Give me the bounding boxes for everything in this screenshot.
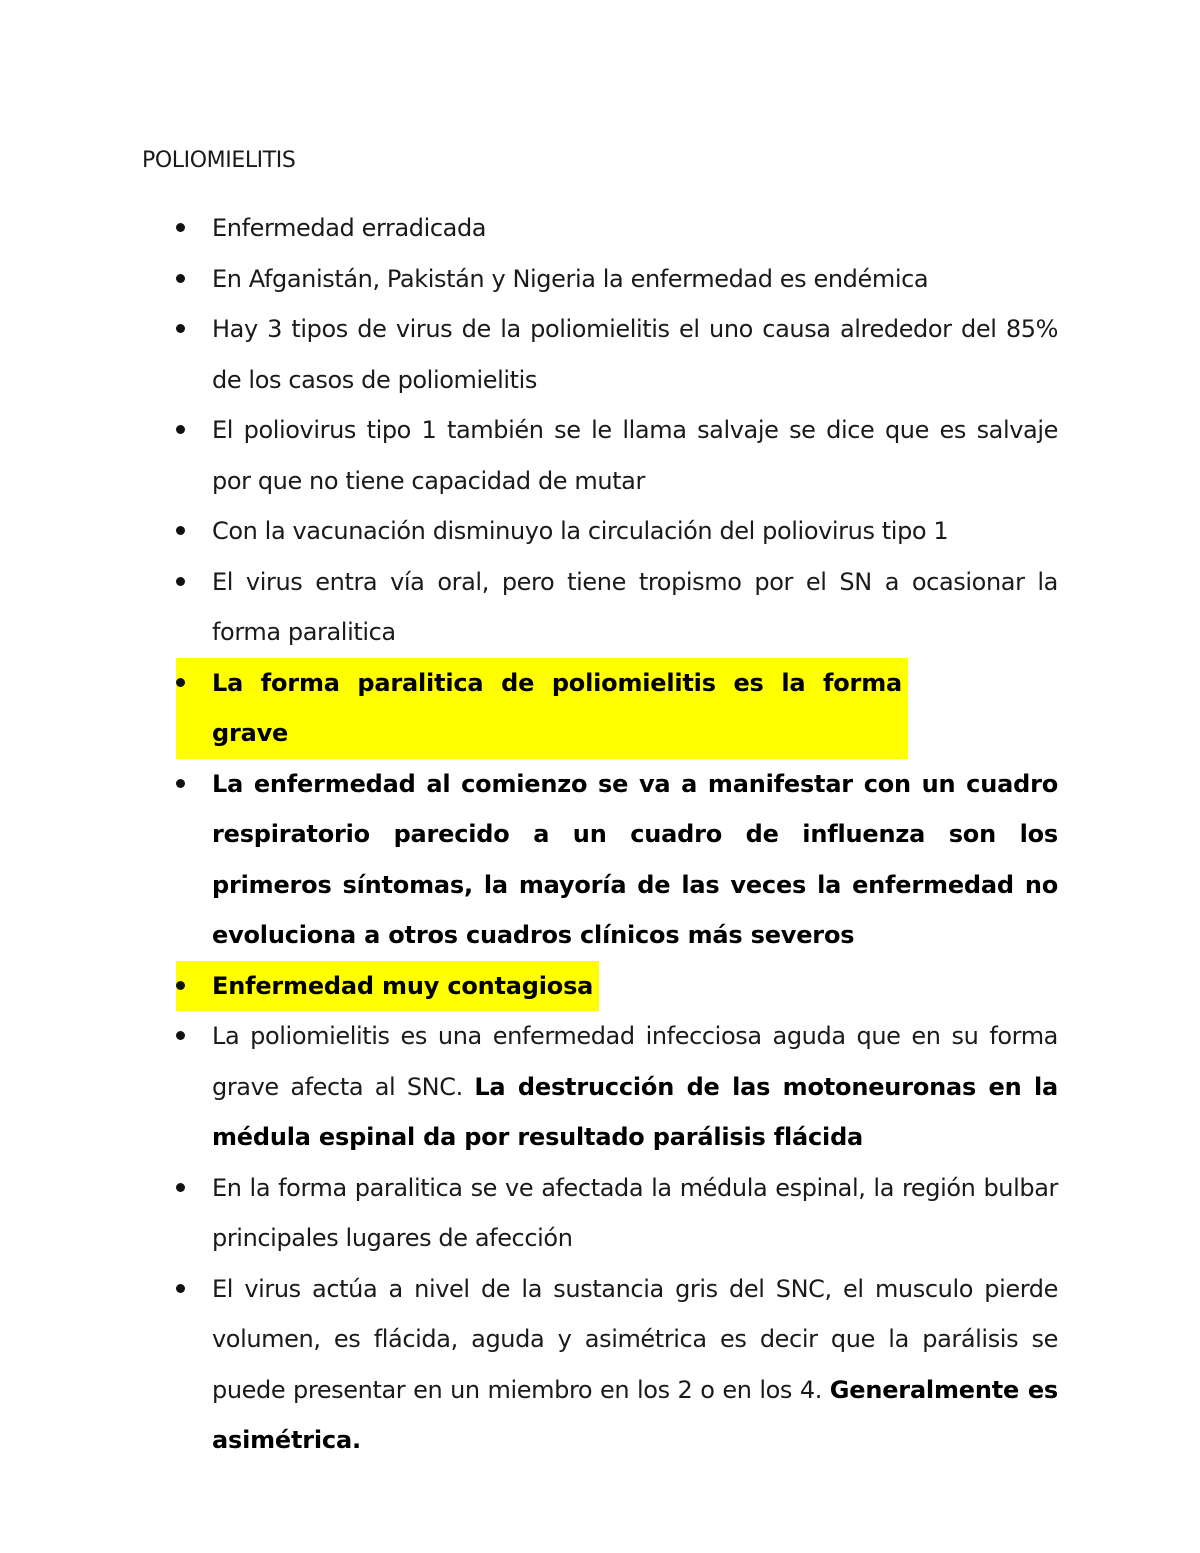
bullet-icon	[176, 223, 185, 232]
list-item-text: Enfermedad erradicada	[212, 214, 487, 242]
list-item	[176, 759, 1058, 961]
bullet-icon	[176, 981, 185, 990]
list-item	[176, 405, 1058, 506]
list-item-text: En Afganistán, Pakistán y Nigeria la enfermedad es endémica	[212, 264, 929, 293]
list-item-text: La poliomielitis es una enfermedad infecciosa aguda que en su forma grave afecta al SNC.	[212, 1022, 1058, 1101]
list-item	[176, 254, 1058, 305]
list-item-highlighted	[176, 658, 908, 759]
list-item	[176, 557, 1058, 658]
list-item-text: Enfermedad muy contagiosa	[212, 971, 594, 1000]
list-item-text: El poliovirus tipo 1 también se le llama salvaje se dice que es salvaje por que no tiene capacidad de mutar	[212, 416, 1058, 495]
list-item	[176, 1163, 1058, 1264]
bullet-list	[176, 203, 1058, 1466]
list-item-bold-text: La destrucción de las motoneuronas en la médula espinal da por resultado parálisis flácida	[212, 1072, 1058, 1151]
bullet-icon	[176, 274, 185, 283]
list-item	[176, 203, 1058, 254]
bullet-icon	[176, 779, 185, 788]
list-item-text: La forma paralitica de poliomielitis es la forma grave	[212, 668, 902, 747]
bullet-icon	[176, 1031, 185, 1040]
bullet-icon	[176, 526, 185, 535]
bullet-icon	[176, 1284, 185, 1293]
list-item	[176, 304, 1058, 405]
list-item	[176, 1011, 1058, 1163]
list-item-text: La enfermedad al comienzo se va a manifestar con un cuadro respiratorio parecido a un cuadro de influenza son los primeros síntomas, la mayoría de las veces la enfermedad no evoluciona a otros cuadros clínicos más severos	[212, 769, 1058, 949]
list-item-text: El virus entra vía oral, pero tiene tropismo por el SN a ocasionar la forma paralitica	[212, 567, 1058, 646]
list-item-highlighted	[176, 961, 599, 1012]
list-item-text: En la forma paralitica se ve afectada la médula espinal, la región bulbar principales lugares de afección	[212, 1173, 1058, 1252]
bullet-icon	[176, 577, 185, 586]
list-item-bold-text: Generalmente es asimétrica.	[212, 1375, 1059, 1454]
list-item-text: El virus actúa a nivel de la sustancia gris del SNC, el musculo pierde volumen, es flácida, aguda y asimétrica es decir que la parálisis se puede presentar en un miembro en los 2 o en los 4.	[212, 1274, 1058, 1404]
bullet-icon	[176, 678, 185, 687]
list-item-text: Con la vacunación disminuyo la circulación del poliovirus tipo 1	[212, 517, 949, 545]
bullet-icon	[176, 425, 185, 434]
list-item-text: Hay 3 tipos de virus de la poliomielitis el uno causa alrededor del 85% de los casos de poliomielitis	[212, 315, 1058, 394]
bullet-icon	[176, 1183, 185, 1192]
document-title: POLIOMIELITIS	[142, 148, 296, 173]
bullet-icon	[176, 324, 185, 333]
list-item	[176, 1264, 1058, 1466]
list-item	[176, 506, 1058, 557]
